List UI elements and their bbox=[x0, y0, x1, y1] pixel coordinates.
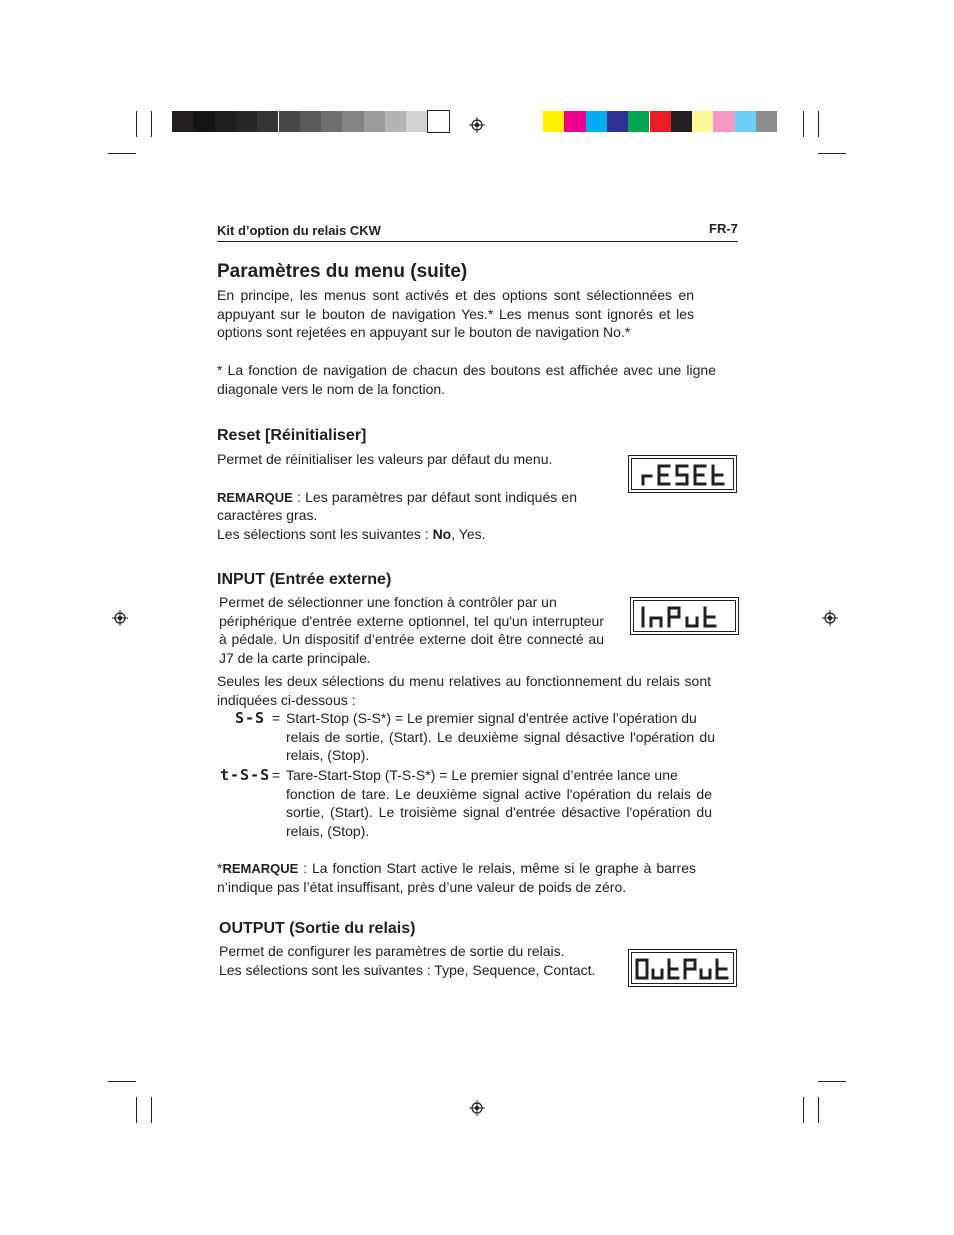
color-swatch bbox=[406, 111, 427, 132]
color-swatch bbox=[172, 111, 193, 132]
reset-remark: REMARQUE : Les paramètres par défaut sont indiqués en bbox=[217, 489, 577, 505]
intro-paragraph: En principe, les menus sont activés et des options sont sélectionnées en appuyant sur le bouton de navigation Yes.* Les menus sont ignorés et les options sont rejetées en appuyant sur le bouton de navigation No.* bbox=[217, 287, 694, 341]
color-swatch bbox=[385, 111, 406, 132]
color-swatch bbox=[321, 111, 342, 132]
remark-label: REMARQUE bbox=[222, 861, 299, 876]
input-remark: *REMARQUE : La fonction Start active le relais, même si le graphe à barres bbox=[217, 860, 696, 876]
color-swatch bbox=[628, 111, 649, 132]
reset-description: Permet de réinitialiser les valeurs par défaut du menu. bbox=[217, 451, 553, 467]
input-remark-cont: n’indique pas l’état insuffisant, près d’une valeur de poids de zéro. bbox=[217, 879, 627, 895]
option-code-t-s-s: t-S-S bbox=[220, 766, 271, 784]
lcd-display-reset bbox=[628, 455, 737, 493]
registration-target-icon bbox=[469, 117, 485, 133]
color-swatch bbox=[236, 111, 257, 132]
color-swatch bbox=[671, 111, 692, 132]
color-swatch bbox=[756, 111, 777, 132]
option-desc-t-s-s: Tare-Start-Stop (T-S-S*) = Le premier signal d’entrée lance une fonction de tare. Le deuxième signal active l'opération du relais de sortie, (Start). Le troisième signal d'entrée désactive l'opération du relais, (Stop). bbox=[286, 767, 712, 840]
color-swatch bbox=[215, 111, 236, 132]
color-swatch bbox=[650, 111, 671, 132]
input-relay-intro: Seules les deux sélections du menu relatives au fonctionnement du relais sont indiquées ci-dessous : bbox=[217, 673, 711, 708]
color-swatch bbox=[428, 111, 449, 132]
color-swatch bbox=[364, 111, 385, 132]
color-swatch bbox=[193, 111, 214, 132]
color-swatch bbox=[342, 111, 363, 132]
remark-label: REMARQUE bbox=[217, 490, 293, 505]
color-swatch bbox=[692, 111, 713, 132]
registration-target-icon bbox=[822, 610, 838, 626]
navigation-footnote: * La fonction de navigation de chacun des boutons est affichée avec une ligne diagonale vers le nom de la fonction. bbox=[217, 362, 716, 397]
color-swatch bbox=[586, 111, 607, 132]
lcd-display-input bbox=[630, 597, 739, 635]
section-heading-reset: Reset [Réinitialiser] bbox=[217, 427, 367, 444]
registration-target-icon bbox=[469, 1100, 485, 1116]
color-swatch bbox=[713, 111, 734, 132]
output-description: Permet de configurer les paramètres de sortie du relais. Les sélections sont les suivantes : Type, Sequence, Contact. bbox=[219, 943, 596, 978]
color-swatch bbox=[300, 111, 321, 132]
running-header-page-number: FR-7 bbox=[709, 221, 738, 236]
lcd-readout bbox=[631, 598, 738, 634]
option-equals: = bbox=[272, 710, 281, 726]
lcd-readout bbox=[629, 456, 736, 492]
registration-target-icon bbox=[112, 610, 128, 626]
reset-selections: Les sélections sont les suivantes : No, Yes. bbox=[217, 526, 486, 542]
header-rule bbox=[217, 241, 738, 242]
option-equals: = bbox=[272, 767, 281, 783]
section-heading-output: OUTPUT (Sortie du relais) bbox=[219, 920, 416, 937]
option-code-s-s: S-S bbox=[235, 709, 266, 727]
color-swatch bbox=[543, 111, 564, 132]
section-heading-input: INPUT (Entrée externe) bbox=[217, 571, 392, 588]
lcd-readout bbox=[629, 950, 736, 986]
color-swatch bbox=[607, 111, 628, 132]
running-header-left: Kit d’option du relais CKW bbox=[217, 223, 381, 238]
page-title: Paramètres du menu (suite) bbox=[217, 261, 468, 282]
option-desc-s-s: Start-Stop (S-S*) = Le premier signal d'entrée active l’opération du relais de sortie, (Start). Le deuxième signal désactive l'opération du relais, (Stop). bbox=[286, 710, 715, 764]
lcd-display-output bbox=[628, 949, 737, 987]
input-description: Permet de sélectionner une fonction à contrôler par un périphérique d'entrée externe optionnel, tel qu'un interrupteur à pédale. Un dispositif d’entrée externe doit être connecté au J7 de la carte principale. bbox=[219, 594, 604, 667]
color-swatch bbox=[257, 111, 278, 132]
color-swatch bbox=[564, 111, 585, 132]
reset-remark-cont: caractères gras. bbox=[217, 507, 318, 523]
color-swatch bbox=[735, 111, 756, 132]
color-swatch bbox=[279, 111, 300, 132]
